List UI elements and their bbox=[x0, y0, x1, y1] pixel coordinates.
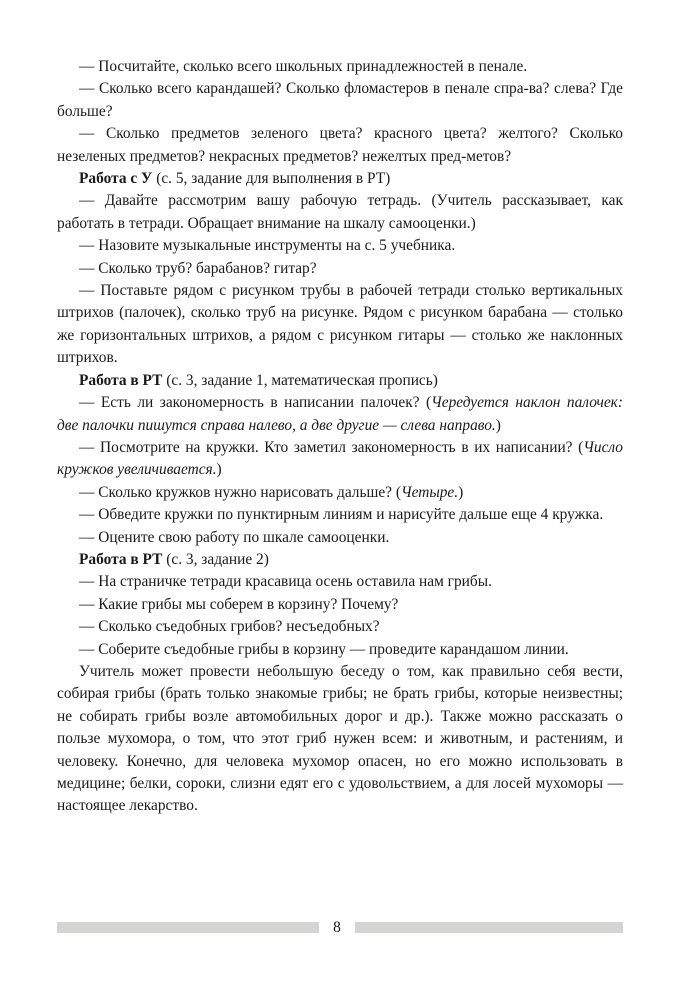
heading-detail: (с. 3, задание 1, математическая пропись) bbox=[162, 371, 438, 389]
section-heading-rabota-s-u bbox=[57, 168, 623, 190]
paragraph-p19: — Соберите съедобные грибы в корзину — проведите карандашом линии. bbox=[79, 640, 569, 658]
page-footer bbox=[0, 918, 680, 938]
paragraph-p10 bbox=[57, 392, 623, 437]
paragraph-p6: — Назовите музыкальные инструменты на с. 5 учебника. bbox=[79, 237, 456, 255]
answer-italic: Четыре. bbox=[400, 483, 459, 501]
paragraph-p5: — Давайте рассмотрим вашу рабочую тетрадь. (Учитель рассказывает, как работать в тетради. Обращает внимание на шкалу самооценки.) bbox=[57, 192, 623, 232]
heading-label: Работа в РТ bbox=[79, 550, 163, 568]
paragraph-p3: — Сколько предметов зеленого цвета? красного цвета? желтого? Сколько незеленых предметов? некрасных предметов? нежелтых пред-метов? bbox=[57, 125, 623, 165]
heading-detail: (с. 5, задание для выполнения в РТ) bbox=[152, 170, 391, 188]
text-column bbox=[57, 56, 623, 818]
paragraph-p18: — Сколько съедобных грибов? несъедобных? bbox=[79, 618, 380, 636]
closing-paren: ) bbox=[458, 483, 464, 501]
heading-label: Работа в РТ bbox=[79, 371, 163, 389]
question-text: — Посмотрите на кружки. Кто заметил закономерность в их написании? ( bbox=[79, 438, 584, 456]
heading-label: Работа с У bbox=[79, 170, 153, 188]
closing-paren: ) bbox=[216, 461, 222, 479]
footer-rule-right bbox=[355, 922, 623, 933]
footer-rule-left bbox=[57, 922, 319, 933]
paragraph-p1: — Посчитайте, сколько всего школьных принадлежностей в пенале. bbox=[79, 58, 528, 75]
section-heading-rabota-v-rt-1 bbox=[57, 370, 623, 392]
paragraph-p20: Учитель может провести небольшую беседу о том, как правильно себя вести, собирая грибы (брать только знакомые грибы; не брать грибы, которые неизвестны; не собирать грибы возле автомобильных дорог и др.). Также можно рассказать о пользе мухомора, о том, что этот гриб нужен всем: и животным, и растениям, и человеку. Конечно, для человека мухомор опасен, но его можно использовать в медицине; белки, сороки, слизни едят его с удовольствием, а для лосей мухоморы — настоящее лекарство. bbox=[57, 662, 623, 815]
paragraph-p16: — На страничке тетради красавица осень оставила нам грибы. bbox=[79, 573, 492, 591]
heading-detail: (с. 3, задание 2) bbox=[162, 550, 269, 568]
question-text: — Есть ли закономерность в написании палочек? ( bbox=[79, 394, 432, 412]
closing-paren: ) bbox=[495, 416, 501, 434]
section-heading-rabota-v-rt-2 bbox=[57, 549, 623, 571]
question-text: — Сколько кружков нужно нарисовать дальше? ( bbox=[79, 483, 401, 501]
paragraph-p14: — Оцените свою работу по шкале самооценки. bbox=[79, 528, 390, 546]
answer-italic: Число кружков увеличивается. bbox=[57, 438, 623, 479]
paragraph-p13: — Обведите кружки по пунктирным линиям и нарисуйте дальше еще 4 кружка. bbox=[79, 506, 604, 524]
page-number: 8 bbox=[333, 919, 341, 936]
paragraph-p11 bbox=[57, 437, 623, 482]
paragraph-p2: — Сколько всего карандашей? Сколько фломастеров в пенале спра-ва? слева? Где больше? bbox=[57, 80, 623, 120]
answer-italic: Чередуется наклон палочек: две палочки пишутся справа налево, а две другие — слева направо. bbox=[57, 394, 623, 434]
paragraph-p8: — Поставьте рядом с рисунком трубы в рабочей тетради столько вертикальных штрихов (палочек), сколько труб на рисунке. Рядом с рисунком барабана — столько же горизонтальных штрихов, а рядом с рисунком гитары — столько же наклонных штрихов. bbox=[57, 282, 623, 367]
paragraph-p17: — Какие грибы мы соберем в корзину? Почему? bbox=[79, 595, 399, 613]
paragraph-p7: — Сколько труб? барабанов? гитар? bbox=[79, 259, 317, 277]
paragraph-p12 bbox=[57, 482, 623, 504]
